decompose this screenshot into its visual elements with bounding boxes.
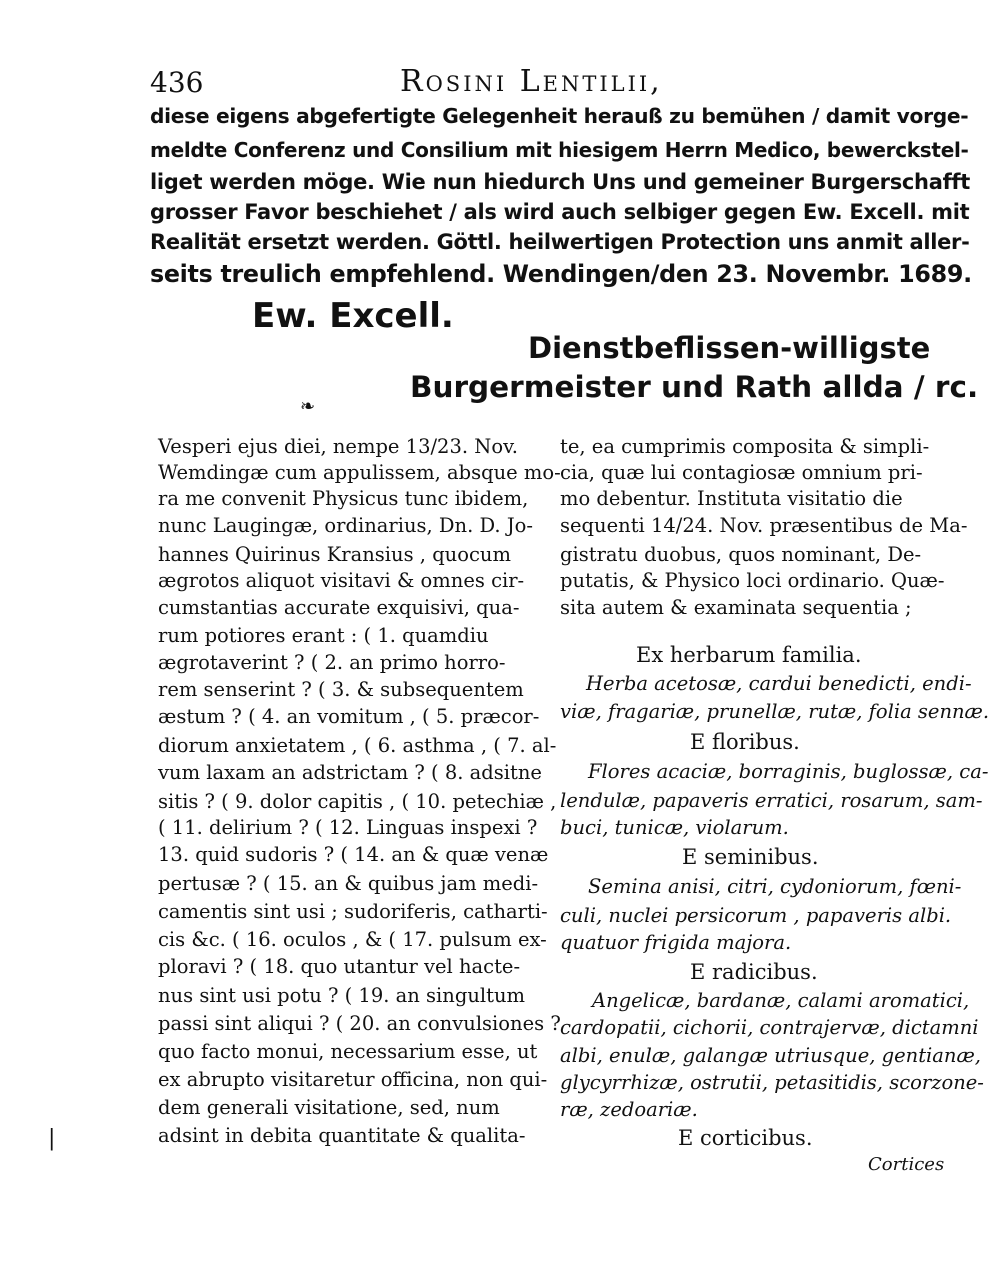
- margin-mark-icon: |: [48, 1126, 56, 1151]
- letter-line: liget werden möge. Wie nun hiedurch Uns und gemeiner Burgerschafft: [150, 170, 970, 194]
- text-line: pertusæ ? ( 15. an & quibus jam medi-: [158, 872, 539, 895]
- page-number: 436: [150, 66, 204, 99]
- text-line: sequenti 14/24. Nov. præsentibus de Ma-: [560, 514, 968, 537]
- text-line: ra me convenit Physicus tunc ibidem,: [158, 487, 529, 510]
- text-line: ægrotaverint ? ( 2. an primo horro-: [158, 651, 506, 674]
- section-heading: E radicibus.: [690, 960, 818, 984]
- text-line: rem senserint ? ( 3. & subsequentem: [158, 678, 524, 701]
- signature-line: Dienstbeflissen-willigste: [528, 331, 931, 365]
- list-line: Semina anisi, citri, cydoniorum, fœni-: [588, 875, 962, 898]
- list-line: cardopatii, cichorii, contrajervæ, dictamni: [560, 1016, 979, 1039]
- text-line: vum laxam an adstrictam ? ( 8. adsitne: [158, 761, 542, 784]
- text-line: gistratu duobus, quos nominant, De-: [560, 543, 922, 566]
- section-heading: E seminibus.: [682, 845, 819, 869]
- text-line: te, ea cumprimis composita & simpli-: [560, 435, 930, 458]
- letter-line: grosser Favor beschiehet / als wird auch selbiger gegen Ew. Excell. mit: [150, 200, 970, 224]
- text-line: nunc Laugingæ, ordinarius, Dn. D. Jo-: [158, 514, 533, 537]
- signature-line: Burgermeister und Rath allda / rc.: [410, 370, 979, 404]
- text-line: 13. quid sudoris ? ( 14. an & quæ venæ: [158, 843, 549, 866]
- text-line: æstum ? ( 4. an vomitum , ( 5. præcor-: [158, 705, 540, 728]
- text-line: dem generali visitatione, sed, num: [158, 1096, 500, 1119]
- ornament-icon: ❧: [300, 396, 316, 417]
- list-line: lendulæ, papaveris erratici, rosarum, sam-: [560, 789, 983, 812]
- text-line: sita autem & examinata sequentia ;: [560, 596, 912, 619]
- letter-line: Realität ersetzt werden. Göttl. heilwertigen Protection uns anmit aller-: [150, 230, 970, 254]
- list-line: Flores acaciæ, borraginis, buglossæ, ca-: [588, 760, 989, 783]
- list-line: Herba acetosæ, cardui benedicti, endi-: [586, 672, 972, 695]
- text-line: Vesperi ejus diei, nempe 13/23. Nov.: [158, 435, 518, 458]
- text-line: ( 11. delirium ? ( 12. Linguas inspexi ?: [158, 816, 538, 839]
- letter-line: meldte Conferenz und Consilium mit hiesigem Herrn Medico, bewerckstel-: [150, 138, 969, 162]
- text-line: ægrotos aliquot visitavi & omnes cir-: [158, 569, 525, 592]
- running-title: Rosini Lentilii,: [400, 64, 663, 99]
- text-line: rum potiores erant : ( 1. quamdiu: [158, 624, 489, 647]
- text-line: camentis sint usi ; sudoriferis, catharti-: [158, 900, 548, 923]
- text-line: ploravi ? ( 18. quo utantur vel hacte-: [158, 955, 521, 978]
- text-line: cis &c. ( 16. oculos , & ( 17. pulsum ex-: [158, 928, 547, 951]
- letter-salutation: Ew. Excell.: [252, 296, 454, 336]
- list-line: ræ, zedoariæ.: [560, 1098, 698, 1121]
- catchword: Cortices: [868, 1154, 945, 1175]
- text-line: putatis, & Physico loci ordinario. Quæ-: [560, 569, 945, 592]
- list-line: albi, enulæ, galangæ utriusque, gentianæ,: [560, 1044, 982, 1067]
- text-line: adsint in debita quantitate & qualita-: [158, 1124, 526, 1147]
- section-heading: Ex herbarum familia.: [636, 643, 862, 667]
- list-line: Angelicæ, bardanæ, calami aromatici,: [592, 989, 970, 1012]
- letter-line: seits treulich empfehlend. Wendingen/den 23. Novembr. 1689.: [150, 260, 972, 288]
- section-heading: E floribus.: [690, 730, 800, 754]
- text-line: diorum anxietatem , ( 6. asthma , ( 7. al-: [158, 734, 557, 757]
- text-line: quo facto monui, necessarium esse, ut: [158, 1040, 538, 1063]
- text-line: sitis ? ( 9. dolor capitis , ( 10. petechiæ ,: [158, 790, 557, 813]
- section-heading: E corticibus.: [678, 1126, 813, 1150]
- text-line: mo debentur. Instituta visitatio die: [560, 487, 903, 510]
- text-line: cia, quæ lui contagiosæ omnium pri-: [560, 461, 923, 484]
- text-line: nus sint usi potu ? ( 19. an singultum: [158, 984, 525, 1007]
- list-line: viæ, fragariæ, prunellæ, rutæ, folia sennæ.: [560, 700, 990, 723]
- text-line: hannes Quirinus Kransius , quocum: [158, 543, 511, 566]
- text-line: ex abrupto visitaretur officina, non qui-: [158, 1068, 548, 1091]
- text-line: cumstantias accurate exquisivi, qua-: [158, 596, 520, 619]
- list-line: culi, nuclei persicorum , papaveris albi.: [560, 904, 952, 927]
- text-line: Wemdingæ cum appulissem, absque mo-: [158, 461, 561, 484]
- list-line: quatuor frigida majora.: [560, 931, 792, 954]
- text-line: passi sint aliqui ? ( 20. an convulsiones ?: [158, 1012, 561, 1035]
- list-line: glycyrrhizæ, ostrutii, petasitidis, scorzone-: [560, 1071, 984, 1094]
- letter-line: diese eigens abgefertigte Gelegenheit herauß zu bemühen / damit vorge-: [150, 104, 969, 128]
- list-line: buci, tunicæ, violarum.: [560, 816, 789, 839]
